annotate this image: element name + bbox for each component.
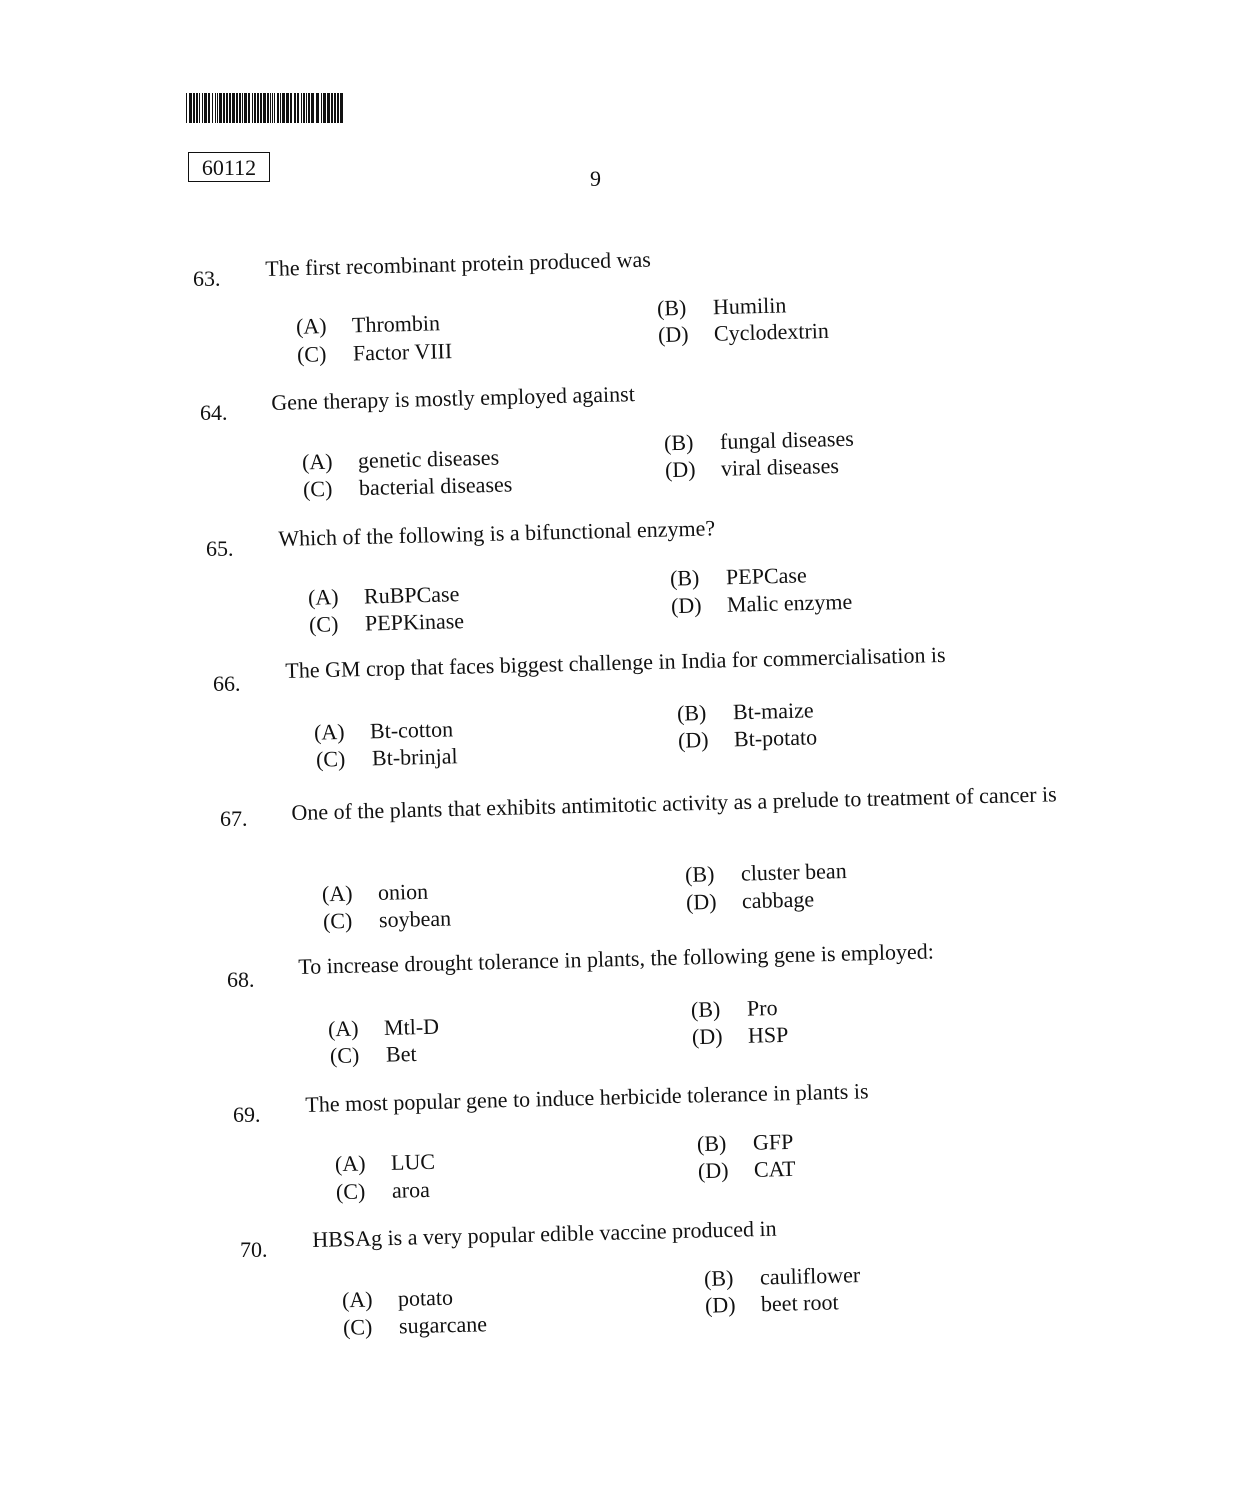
option-text: Bt-brinjal xyxy=(371,743,458,771)
barcode-bar xyxy=(337,93,339,123)
option-label: (A) xyxy=(341,1286,373,1313)
option-text: onion xyxy=(377,878,429,905)
option-text: Humilin xyxy=(712,292,787,320)
option-text: genetic diseases xyxy=(357,444,500,474)
option-d[interactable] xyxy=(678,724,818,753)
option-b[interactable] xyxy=(670,562,807,591)
option-label: (D) xyxy=(685,888,717,915)
barcode-bar xyxy=(267,93,270,123)
option-a[interactable] xyxy=(342,1285,454,1314)
option-label: (D) xyxy=(697,1157,729,1184)
option-c[interactable] xyxy=(343,1311,488,1341)
option-label: (D) xyxy=(677,726,709,753)
option-c[interactable] xyxy=(303,471,513,502)
option-label: (D) xyxy=(670,592,702,619)
option-b[interactable] xyxy=(677,697,814,726)
option-text: viral diseases xyxy=(720,452,840,481)
barcode-bar xyxy=(232,93,235,123)
option-label: (B) xyxy=(656,294,687,321)
question-number: 63. xyxy=(193,266,221,291)
barcode-bar xyxy=(248,93,250,123)
barcode-bar xyxy=(223,93,225,123)
option-b[interactable] xyxy=(697,1129,794,1157)
barcode-bar xyxy=(323,93,326,123)
option-label: (C) xyxy=(296,341,327,367)
barcode-bar xyxy=(252,93,253,123)
barcode-bar xyxy=(297,93,299,123)
option-label: (C) xyxy=(329,1042,360,1069)
option-label: (A) xyxy=(295,313,327,339)
option-text: aroa xyxy=(391,1176,431,1203)
barcode-bar xyxy=(239,93,241,123)
option-text: PEPCase xyxy=(725,562,807,590)
option-text: cluster bean xyxy=(740,858,847,886)
barcode-bar xyxy=(186,93,187,123)
barcode-bar xyxy=(189,93,192,123)
question-number: 68. xyxy=(227,967,255,992)
option-a[interactable] xyxy=(296,310,441,340)
option-label: (C) xyxy=(315,746,346,772)
option-text: bacterial diseases xyxy=(358,471,513,501)
question-number: 65. xyxy=(206,536,234,561)
barcode-bar xyxy=(290,93,292,123)
option-b[interactable] xyxy=(664,426,854,457)
barcode-bar xyxy=(217,93,218,123)
option-label: (D) xyxy=(704,1291,736,1318)
barcode-bar xyxy=(212,93,213,123)
barcode-bar xyxy=(311,93,314,123)
barcode-bar xyxy=(244,93,247,123)
option-text: beet root xyxy=(760,1289,839,1317)
option-text: CAT xyxy=(753,1155,796,1182)
option-label: (B) xyxy=(669,564,700,591)
barcode-bar xyxy=(294,93,296,123)
option-text: LUC xyxy=(390,1148,436,1175)
option-d[interactable] xyxy=(658,318,829,348)
barcode-bar xyxy=(204,93,207,123)
option-a[interactable] xyxy=(302,445,500,476)
option-c[interactable] xyxy=(330,1041,417,1069)
option-text: GFP xyxy=(752,1128,794,1155)
option-b[interactable] xyxy=(704,1262,861,1292)
option-text: fungal diseases xyxy=(719,425,855,454)
option-text: potato xyxy=(397,1284,454,1311)
barcode-bar xyxy=(303,93,306,123)
option-text: Malic enzyme xyxy=(726,588,853,617)
option-d[interactable] xyxy=(671,589,853,619)
option-b[interactable] xyxy=(685,858,847,888)
barcode-bar xyxy=(301,93,302,123)
barcode-bar xyxy=(215,93,216,123)
barcode-bar xyxy=(263,93,266,123)
barcode-bar xyxy=(193,93,195,123)
option-text: HSP xyxy=(747,1021,789,1048)
option-text: Mtl-D xyxy=(383,1013,440,1040)
barcode-icon xyxy=(186,93,344,123)
option-label: (A) xyxy=(313,718,345,745)
option-text: Bt-potato xyxy=(733,724,818,752)
option-text: Bt-cotton xyxy=(369,716,454,744)
option-label: (C) xyxy=(335,1178,366,1205)
option-label: (D) xyxy=(691,1023,723,1050)
option-text: Pro xyxy=(746,994,778,1021)
barcode-bar xyxy=(277,93,279,123)
option-label: (A) xyxy=(321,880,353,907)
option-text: Bt-maize xyxy=(732,697,814,725)
barcode-bar xyxy=(196,93,198,123)
barcode-bar xyxy=(280,93,281,123)
option-label: (B) xyxy=(696,1130,727,1157)
option-text: Factor VIII xyxy=(352,338,453,366)
option-label: (C) xyxy=(302,475,333,502)
option-d[interactable] xyxy=(686,886,815,915)
option-label: (A) xyxy=(327,1015,359,1042)
barcode-bar xyxy=(208,93,210,123)
option-label: (A) xyxy=(334,1150,366,1177)
option-text: Cyclodextrin xyxy=(713,317,830,346)
barcode-bar xyxy=(202,93,204,123)
option-d[interactable] xyxy=(705,1289,839,1318)
option-label: (C) xyxy=(342,1314,373,1340)
option-b[interactable] xyxy=(691,995,778,1023)
barcode-bar xyxy=(229,93,231,123)
barcode-bar xyxy=(334,93,337,123)
barcode-bar xyxy=(257,93,259,123)
question-number: 69. xyxy=(233,1102,261,1127)
barcode-bar xyxy=(236,93,239,123)
option-text: soybean xyxy=(378,905,452,933)
option-c[interactable] xyxy=(336,1177,430,1205)
option-text: cabbage xyxy=(741,886,815,914)
question-text: The first recombinant protein produced was xyxy=(265,246,652,281)
option-label: (B) xyxy=(684,861,715,887)
option-c[interactable] xyxy=(297,338,453,368)
question-text: HBSAg is a very popular edible vaccine produced in xyxy=(312,1215,777,1252)
barcode-bar xyxy=(340,93,343,123)
barcode-bar xyxy=(219,93,222,123)
option-text: Thrombin xyxy=(351,310,441,338)
question-text: The GM crop that faces biggest challenge in India for commercialisation is xyxy=(285,641,946,683)
option-c[interactable] xyxy=(323,905,452,934)
option-text: Bet xyxy=(385,1040,417,1067)
question-number: 67. xyxy=(220,806,248,831)
option-a[interactable] xyxy=(314,716,454,745)
option-label: (C) xyxy=(322,907,353,934)
barcode-bar xyxy=(272,93,273,123)
barcode-bar xyxy=(308,93,310,123)
option-a[interactable] xyxy=(308,581,460,611)
option-label: (B) xyxy=(703,1265,734,1291)
barcode-bar xyxy=(254,93,256,123)
option-c[interactable] xyxy=(316,743,458,772)
question-text: The most popular gene to induce herbicide tolerance in plants is xyxy=(305,1078,869,1117)
option-text: PEPKinase xyxy=(364,608,465,636)
barcode-bar xyxy=(282,93,285,123)
option-c[interactable] xyxy=(309,608,465,638)
option-text: sugarcane xyxy=(398,1311,488,1339)
option-label: (D) xyxy=(664,456,696,483)
question-text: To increase drought tolerance in plants, the following gene is employed: xyxy=(298,938,935,979)
barcode-bar xyxy=(270,93,271,123)
option-a[interactable] xyxy=(322,879,429,908)
question-number: 66. xyxy=(213,671,241,696)
option-label: (A) xyxy=(301,448,333,475)
option-d[interactable] xyxy=(698,1156,796,1184)
barcode-bar xyxy=(260,93,262,123)
paper-code-box: 60112 xyxy=(188,152,270,182)
question-text: One of the plants that exhibits antimitotic activity as a prelude to treatment of cancer is xyxy=(291,781,1057,825)
barcode-bar xyxy=(242,93,243,123)
option-label: (B) xyxy=(690,996,721,1023)
barcode-bar xyxy=(331,93,333,123)
barcode-bar xyxy=(327,93,330,123)
barcode-bar xyxy=(274,93,275,123)
option-label: (C) xyxy=(308,611,339,637)
option-text: RuBPCase xyxy=(363,581,460,609)
option-label: (B) xyxy=(663,429,694,456)
option-text: cauliflower xyxy=(759,1262,861,1290)
option-label: (D) xyxy=(657,321,689,348)
barcode-bar xyxy=(321,93,322,123)
option-d[interactable] xyxy=(665,453,839,483)
question-text: Gene therapy is mostly employed against xyxy=(271,381,636,415)
question-number: 70. xyxy=(240,1237,268,1262)
option-d[interactable] xyxy=(692,1022,789,1050)
option-label: (B) xyxy=(676,699,707,726)
page-number: 9 xyxy=(590,166,601,191)
option-b[interactable] xyxy=(657,292,787,321)
option-label: (A) xyxy=(307,584,339,610)
question-number: 64. xyxy=(200,400,228,425)
option-a[interactable] xyxy=(328,1014,440,1043)
question-text: Which of the following is a bifunctional enzyme? xyxy=(278,515,716,551)
barcode-bar xyxy=(199,93,200,123)
option-a[interactable] xyxy=(335,1149,436,1177)
barcode-bar xyxy=(226,93,228,123)
barcode-bar xyxy=(286,93,289,123)
barcode-bar xyxy=(306,93,307,123)
barcode-bar xyxy=(316,93,319,123)
